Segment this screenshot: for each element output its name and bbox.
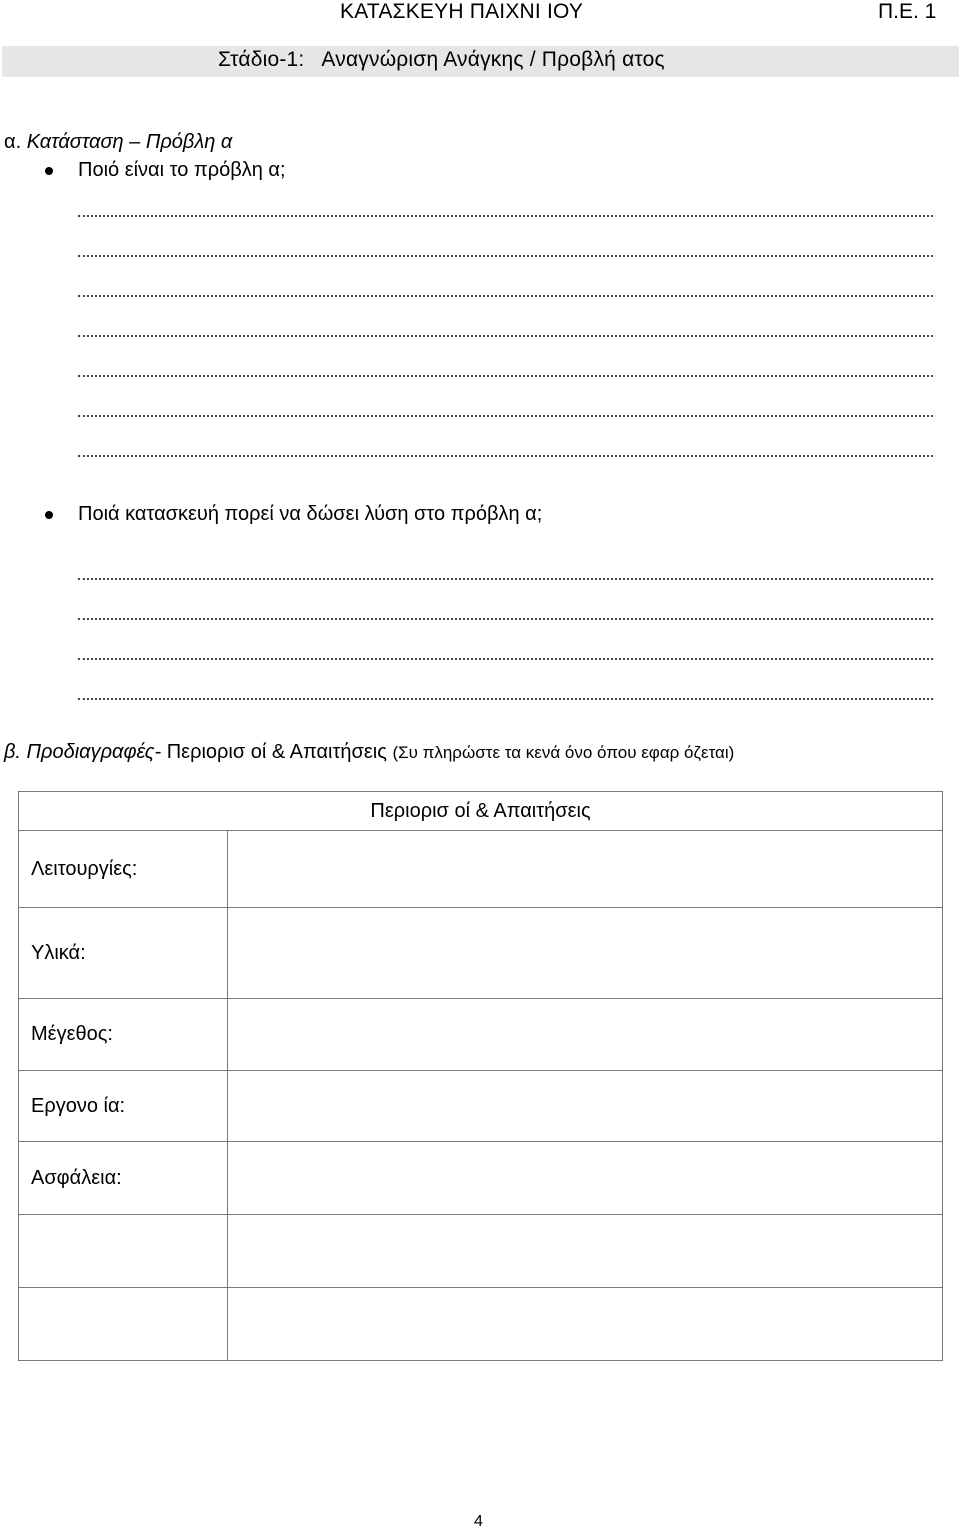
row-label[interactable]: [19, 1288, 228, 1361]
requirements-table: [18, 791, 943, 1361]
section-a-prefix: α.: [4, 131, 22, 153]
answer-line[interactable]: [78, 698, 933, 701]
section-a-title: Κατάσταση – Πρόβλη α: [26, 131, 233, 153]
question-construction: Ποιά κατασκευή πορεί να δώσει λύση στο πρόβλη α;: [78, 503, 543, 525]
answer-line[interactable]: [78, 578, 933, 581]
row-value-input[interactable]: [228, 1071, 943, 1142]
answer-line[interactable]: [78, 658, 933, 661]
answer-line[interactable]: [78, 295, 933, 298]
stage-heading: [218, 48, 665, 72]
bullet-icon: [45, 167, 53, 175]
section-b-prefix: β.: [4, 741, 21, 763]
section-b-title: Προδιαγραφές-: [26, 741, 162, 763]
answer-line[interactable]: [78, 215, 933, 218]
question-problem: Ποιό είναι το πρόβλη α;: [78, 159, 286, 181]
row-label: Εργονο ία:: [19, 1071, 228, 1142]
table-row: [19, 908, 943, 999]
row-value-input[interactable]: [228, 1215, 943, 1288]
section-b-heading: [4, 741, 734, 764]
table-row: [19, 999, 943, 1071]
row-label: Λειτουργίες:: [19, 831, 228, 908]
table-row: [19, 1288, 943, 1361]
row-label: Ασφάλεια:: [19, 1142, 228, 1215]
answer-line[interactable]: [78, 455, 933, 458]
section-a-heading: [4, 131, 232, 154]
answer-line[interactable]: [78, 375, 933, 378]
row-label[interactable]: [19, 1215, 228, 1288]
row-label: Υλικά:: [19, 908, 228, 999]
section-b-note: (Συ πληρώστε τα κενά όνο όπου εφαρ όζεται): [392, 743, 735, 762]
table-header-label: Περιορισ οί & Απαιτήσεις: [370, 799, 591, 822]
table-header: [19, 792, 943, 831]
bullet-icon: [45, 511, 53, 519]
page-number: 4: [474, 1513, 483, 1530]
stage-title: Αναγνώριση Ανάγκης / Προβλή ατος: [321, 48, 665, 71]
stage-label: Στάδιο-1:: [218, 48, 305, 71]
row-value-input[interactable]: [228, 908, 943, 999]
row-value-input[interactable]: [228, 831, 943, 908]
table-row: [19, 1071, 943, 1142]
section-b-subtitle: Περιορισ οί & Απαιτήσεις: [166, 741, 387, 763]
table-row: [19, 831, 943, 908]
answer-line[interactable]: [78, 415, 933, 418]
document-code: Π.Ε. 1: [878, 0, 937, 23]
table-header-row: [19, 792, 943, 831]
table-row: [19, 1215, 943, 1288]
row-value-input[interactable]: [228, 1142, 943, 1215]
answer-line[interactable]: [78, 335, 933, 338]
document-title: ΚΑΤΑΣΚΕΥΗ ΠΑΙΧΝΙ ΙΟΥ: [340, 0, 584, 23]
table-row: [19, 1142, 943, 1215]
row-value-input[interactable]: [228, 999, 943, 1071]
row-value-input[interactable]: [228, 1288, 943, 1361]
answer-line[interactable]: [78, 618, 933, 621]
row-label: Μέγεθος:: [19, 999, 228, 1071]
answer-line[interactable]: [78, 255, 933, 258]
